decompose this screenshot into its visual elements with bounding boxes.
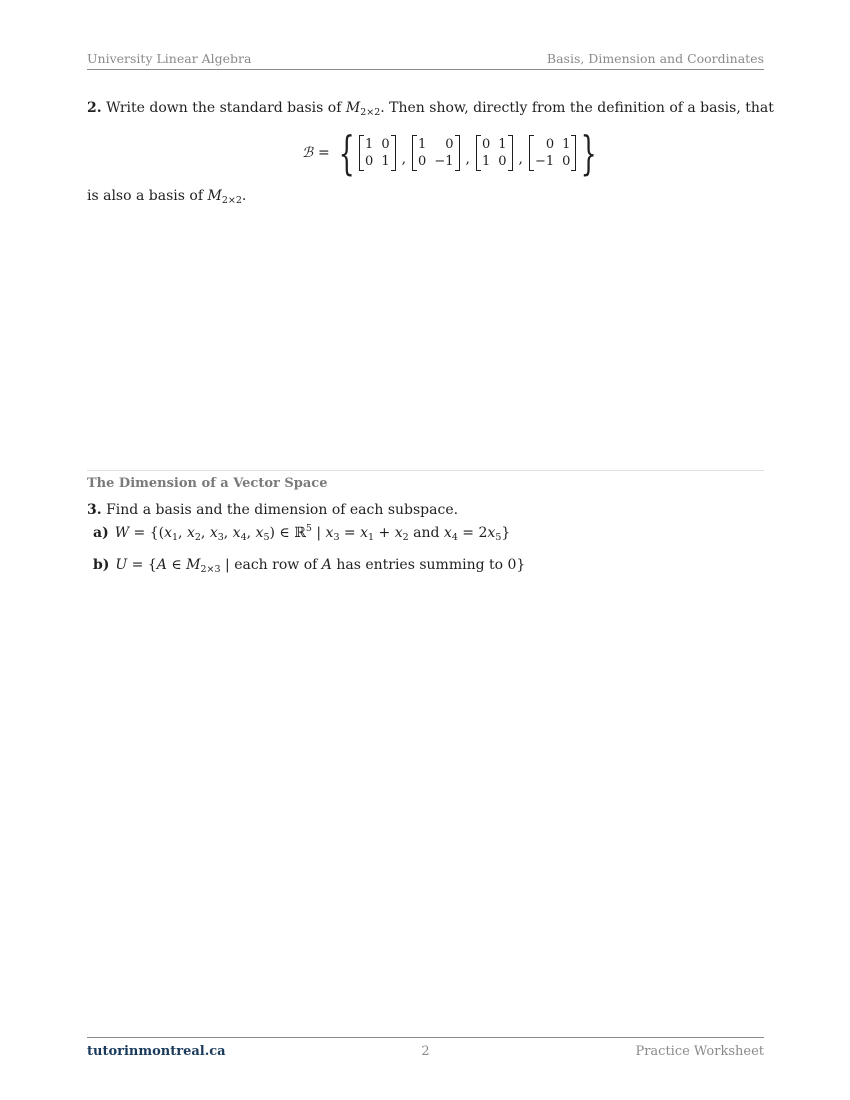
- matrix-entry: −1: [534, 154, 555, 169]
- section-title: The Dimension of a Vector Space: [87, 476, 328, 491]
- matrix-entry: 0: [481, 137, 491, 152]
- problem-number: 2.: [87, 100, 102, 116]
- math-text: = {: [127, 557, 157, 573]
- conclusion-text: is also a basis of: [87, 188, 208, 204]
- section-divider: [87, 470, 764, 471]
- matrix-3: [476, 136, 513, 170]
- comma: ,: [401, 151, 407, 167]
- math-text: =: [339, 525, 361, 541]
- var-x: x: [209, 525, 218, 541]
- math-text: | each row of: [220, 557, 322, 573]
- page-number: 2: [421, 1044, 430, 1059]
- var-x: x: [325, 525, 334, 541]
- var-A: A: [156, 557, 167, 573]
- matrix-entry: 1: [498, 137, 507, 152]
- problem-2-conclusion: [87, 187, 246, 205]
- var-x: x: [232, 525, 241, 541]
- page-footer: [87, 1037, 764, 1059]
- math-text: = {(: [129, 525, 165, 541]
- footer-site-link[interactable]: tutorinmontreal.ca: [87, 1044, 226, 1059]
- header-course-title: University Linear Algebra: [87, 51, 252, 66]
- math-text: ) ∈ ℝ: [269, 525, 306, 541]
- var-x: x: [164, 525, 172, 541]
- part-label: b): [93, 557, 110, 573]
- matrix-entry: 0: [545, 137, 555, 152]
- matrix-entry: 0: [365, 154, 374, 169]
- problem-2-statement: [87, 99, 774, 117]
- matrix-space-size: 2×2: [221, 195, 242, 206]
- matrix-entry: 0: [562, 154, 571, 169]
- var-x: x: [443, 525, 452, 541]
- subspace-name: W: [114, 525, 130, 541]
- part-label: a): [93, 525, 109, 541]
- problem-3a: a) $W = \{(x_1$, $x_2$, $x_3$, $x_4$, $x_5$) ∈ ℝ$^5$ | $x_3 = x_1 + x_2$ and $x_4 = 2x_5$}: [93, 523, 511, 543]
- math-text: has entries summing to 0}: [331, 557, 526, 573]
- matrix-2: [412, 136, 459, 170]
- math-text: and: [408, 525, 444, 541]
- var-x: x: [487, 525, 496, 541]
- problem-text: Write down the standard basis of: [106, 100, 346, 116]
- math-text: |: [311, 525, 326, 541]
- matrix-space: M: [207, 188, 222, 204]
- comma: ,: [518, 151, 523, 167]
- math-text: ∈: [166, 557, 187, 573]
- matrix-entry: 1: [381, 154, 390, 169]
- matrix-entry: 1: [481, 154, 491, 169]
- math-text: }: [501, 525, 511, 541]
- matrix-entry: 0: [381, 137, 390, 152]
- var-x: x: [394, 525, 403, 541]
- var-x: x: [255, 525, 264, 541]
- problem-3-statement: [87, 501, 458, 519]
- matrix-entry: 1: [365, 137, 374, 152]
- matrix-entry: 1: [418, 137, 427, 152]
- var-x: x: [186, 525, 195, 541]
- matrix-space-size: 2×2: [360, 107, 381, 118]
- dimension-exponent: 5: [305, 523, 312, 534]
- math-text: = 2: [457, 525, 488, 541]
- problem-text-continued: . Then show, directly from the definition of a basis, that: [380, 100, 774, 116]
- matrix-space: M: [345, 100, 361, 116]
- matrix-space: M: [186, 557, 201, 573]
- math-text: +: [374, 525, 395, 541]
- subspace-name: U: [115, 557, 128, 573]
- matrix-entry: 0: [498, 154, 507, 169]
- matrix-entry: 0: [445, 137, 454, 152]
- period: .: [241, 188, 247, 204]
- matrix-entry: −1: [434, 154, 454, 169]
- left-brace: {: [338, 126, 355, 180]
- footer-doc-type: Practice Worksheet: [635, 1044, 764, 1059]
- matrix-entry: 1: [562, 137, 571, 152]
- basis-set-equation: [302, 128, 600, 178]
- var-x: x: [360, 525, 369, 541]
- right-brace: }: [581, 126, 598, 180]
- set-symbol: ℬ: [302, 145, 314, 161]
- var-A: A: [321, 557, 332, 573]
- equals-sign: =: [318, 145, 330, 161]
- matrix-space-size: 2×3: [200, 564, 221, 575]
- matrix-1: [359, 136, 396, 170]
- problem-3b: [93, 556, 525, 574]
- page-header: [87, 51, 764, 70]
- problem-text: Find a basis and the dimension of each subspace.: [106, 502, 459, 518]
- problem-number: 3.: [87, 502, 102, 518]
- header-chapter-title: Basis, Dimension and Coordinates: [546, 51, 764, 66]
- matrix-entry: 0: [418, 154, 427, 169]
- matrix-4: [529, 136, 576, 170]
- comma: ,: [465, 151, 470, 167]
